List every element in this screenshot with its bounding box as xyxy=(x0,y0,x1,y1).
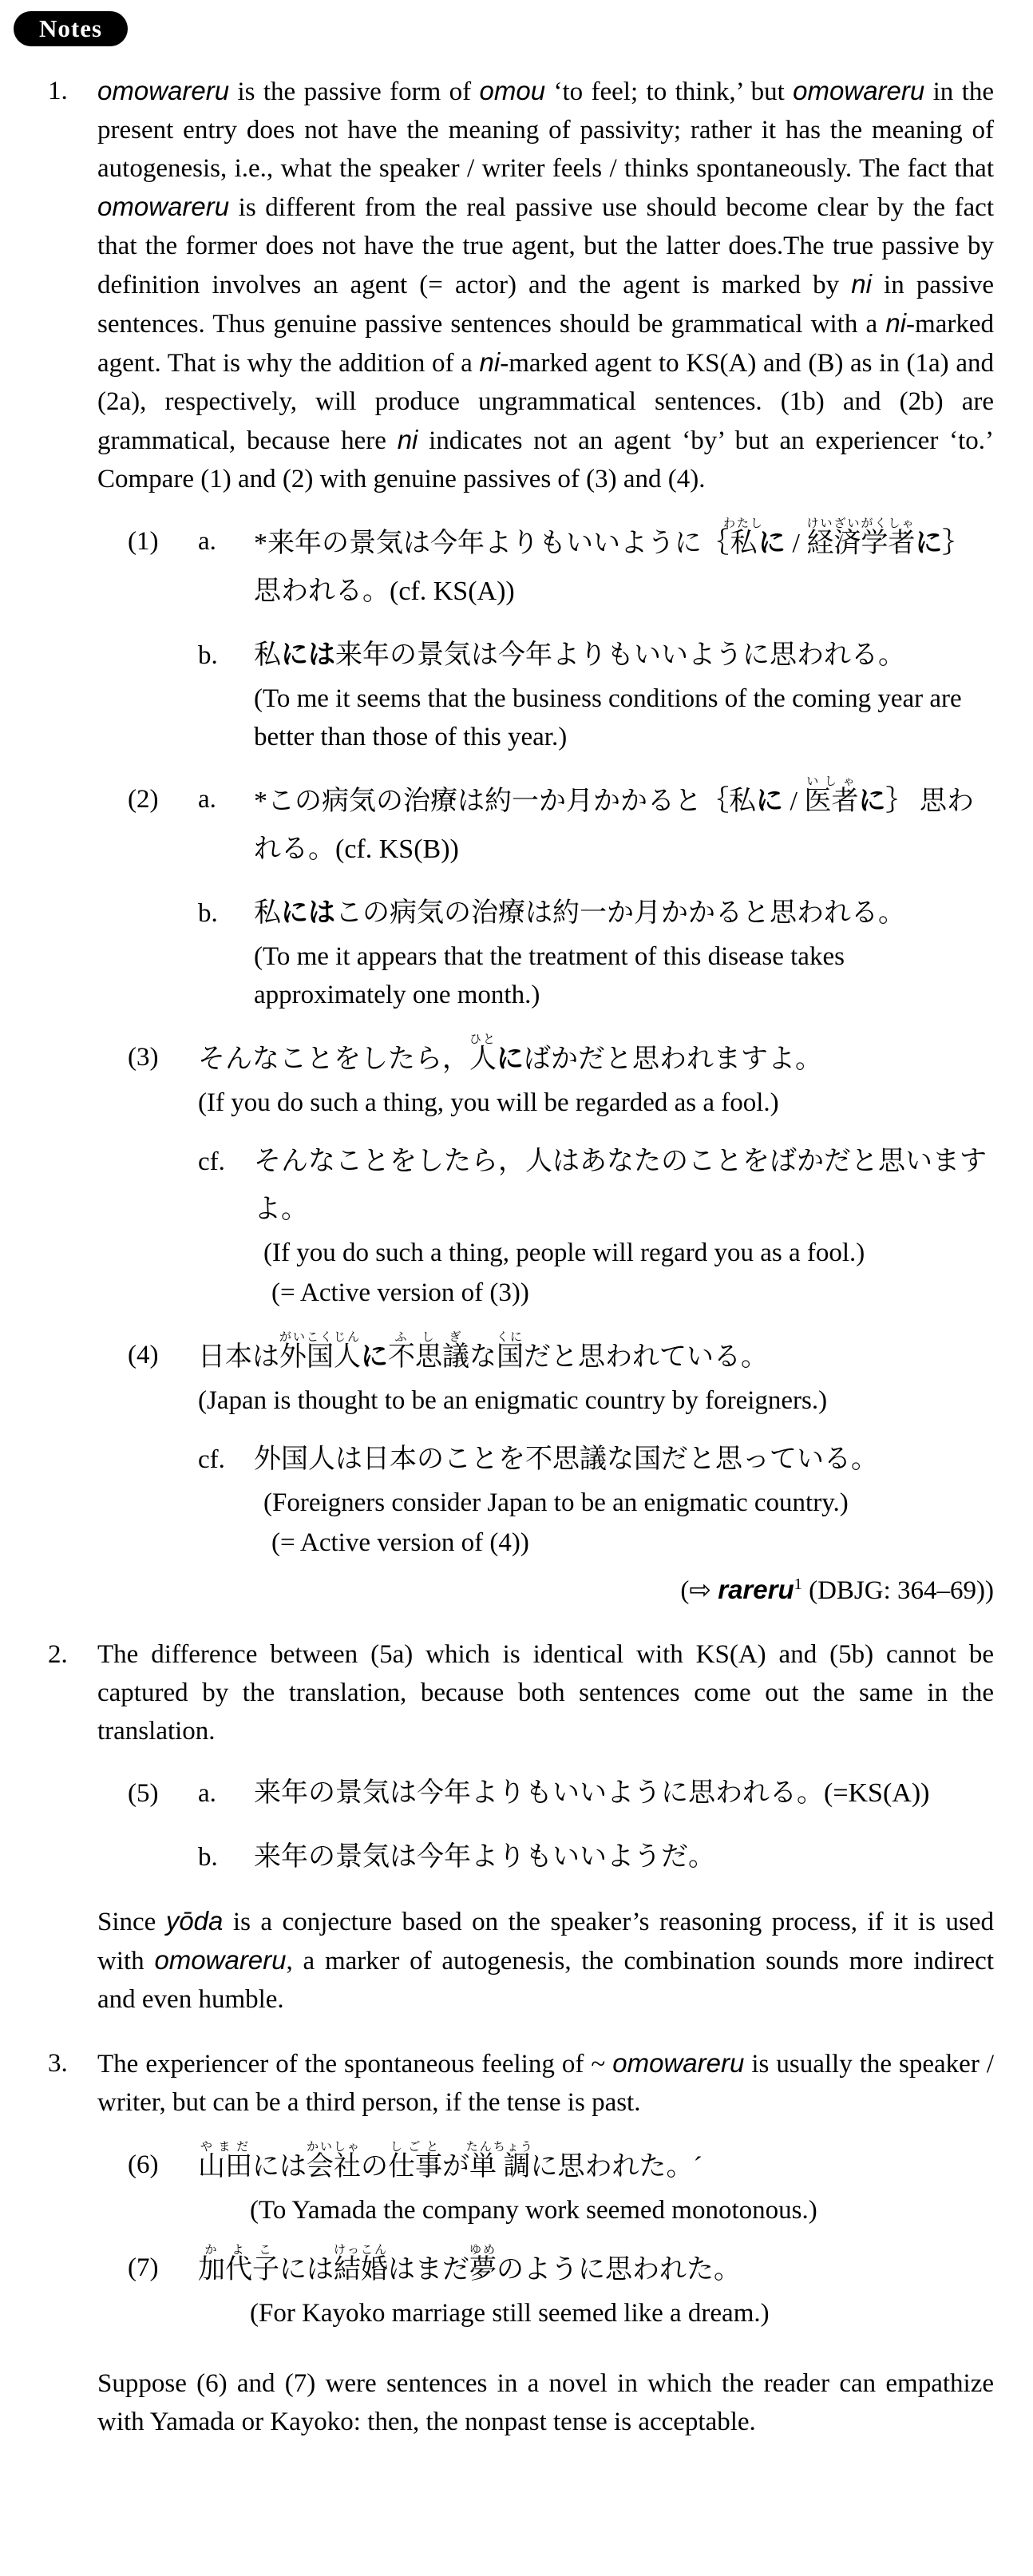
note-item xyxy=(48,72,994,498)
furigana-term: 加代子かよこ xyxy=(198,2244,279,2285)
text-run: が xyxy=(442,2152,470,2182)
example-row xyxy=(198,890,994,1014)
example-text xyxy=(198,2141,994,2229)
furigana-reading: けっこん xyxy=(334,2244,389,2257)
text-run: ｝ 思われる。(cf. KS(B)) xyxy=(254,787,974,864)
romaji-term: omowareru xyxy=(793,76,925,105)
japanese-sentence xyxy=(254,775,994,874)
furigana-term: 山田やまだ xyxy=(198,2141,252,2182)
note-number: 1. xyxy=(48,77,68,105)
japanese-sentence xyxy=(254,1770,994,1817)
japanese-sentence xyxy=(254,517,994,616)
text-run: (To Yamada the company work seemed monotonous.) xyxy=(250,2196,817,2225)
japanese-sentence xyxy=(198,2244,994,2294)
romaji-term: ni xyxy=(885,308,907,338)
furigana-reading: がいこくじん xyxy=(279,1331,362,1344)
example-text xyxy=(198,1331,994,1420)
text-run: is usually the speaker / writer, but can be a third person, if the tense is past. xyxy=(97,2050,995,2117)
japanese-sentence xyxy=(254,1138,994,1234)
text-run: in the present entry does not have the meaning of passivity; rather it has the meaning of autogenesis, i.e., what the speaker / writer feels / thinks spontaneously. The fact that xyxy=(97,77,995,183)
text-run: -marked agent to KS(A) and (B) as in (1a) and (2a), respectively, will produce ungrammatical sentences. (1b) and (2b) are grammatical, because here xyxy=(97,349,994,455)
example-block xyxy=(128,1033,994,1312)
example-row xyxy=(198,1833,994,1881)
text-run: な xyxy=(469,1342,497,1372)
text-run: The experiencer of the spontaneous feeling of ~ xyxy=(97,2050,613,2079)
text-run: (To me it seems that the business conditions of the coming year are better than those of this year.) xyxy=(254,684,962,751)
cf-translation xyxy=(263,1234,994,1272)
furigana-term: 夢ゆめ xyxy=(469,2244,497,2285)
note-item xyxy=(48,2044,994,2122)
text-run: そんなことをしたら， xyxy=(198,1044,469,1074)
text-run: 来年の景気は今年よりもいいように思われる。 xyxy=(335,640,905,670)
note-number: 2. xyxy=(48,1640,68,1669)
romaji-term: ni xyxy=(851,269,872,299)
example-rows xyxy=(198,517,994,756)
text-run: (Japan is thought to be an enigmatic country by foreigners.) xyxy=(198,1386,828,1415)
example-sub-label: a. xyxy=(198,1779,216,1808)
cf-translation xyxy=(263,1484,994,1522)
example-block xyxy=(128,1770,994,1881)
translation xyxy=(198,1381,994,1420)
notes-badge: Notes xyxy=(14,11,128,46)
japanese-sentence xyxy=(254,890,994,937)
example-rows xyxy=(198,2141,994,2229)
text-run: ‘to feel; to think,’ but xyxy=(545,77,794,106)
japanese-sentence xyxy=(254,632,994,680)
translation xyxy=(254,680,994,756)
example-text xyxy=(254,1138,994,1312)
text-run: / xyxy=(786,529,807,558)
example-sub-label: b. xyxy=(198,899,218,928)
example-block xyxy=(128,2244,994,2332)
example-text xyxy=(198,2244,994,2332)
note-text xyxy=(97,1635,994,1750)
example-text xyxy=(254,517,994,616)
furigana-reading: ひと xyxy=(469,1033,497,1046)
example-number: (4) xyxy=(128,1341,159,1369)
text-run: には xyxy=(279,2255,334,2285)
text-run: , a marker of autogenesis, the combination sounds more indirect and even humble. xyxy=(97,1947,994,2014)
example-text xyxy=(198,1033,994,1122)
furigana-term: 単調たんちょう xyxy=(465,2141,534,2182)
text-run: に xyxy=(756,787,783,816)
cross-reference xyxy=(0,1565,994,1610)
example-row xyxy=(198,1033,994,1122)
note-paragraph xyxy=(97,1902,994,2019)
text-run: (DBJG: 364–69)) xyxy=(801,1576,994,1605)
text-run: / xyxy=(783,787,805,816)
text-run: (For Kayoko marriage still seemed like a dream.) xyxy=(250,2299,770,2328)
furigana-reading: たんちょう xyxy=(465,2141,534,2154)
furigana-reading: わたし xyxy=(723,517,765,530)
example-row xyxy=(198,517,994,616)
furigana-term: 仕事しごと xyxy=(388,2141,443,2182)
text-run: には xyxy=(252,2152,307,2182)
furigana-term: 医者いしゃ xyxy=(804,775,859,816)
text-run: (To me it appears that the treatment of this disease takes approximately one month.) xyxy=(254,942,845,1009)
furigana-term: 会社かいしゃ xyxy=(307,2141,362,2182)
example-text xyxy=(254,1833,994,1881)
example-text xyxy=(254,1436,994,1562)
furigana-reading: しごと xyxy=(388,2141,443,2154)
text-run: (Foreigners consider Japan to be an enigmatic country.) xyxy=(263,1488,849,1517)
translation xyxy=(250,2294,994,2332)
text-run: *この病気の治療は約一か月かかると｛私 xyxy=(254,787,756,816)
text-run: Since xyxy=(97,1908,166,1936)
furigana-term: 人ひと xyxy=(469,1033,497,1074)
furigana-reading: けいざいがくしゃ xyxy=(806,517,916,530)
example-block xyxy=(128,775,994,1014)
romaji-term: yōda xyxy=(165,1906,224,1936)
romaji-term: omou xyxy=(479,76,546,105)
example-number: (3) xyxy=(128,1043,159,1072)
furigana-term: 国くに xyxy=(497,1331,524,1372)
romaji-term: omowareru xyxy=(154,1945,287,1975)
example-row xyxy=(198,1331,994,1420)
japanese-sentence xyxy=(254,1436,994,1484)
text-run: に xyxy=(915,529,943,558)
text-run: この病気の治療は約一か月かかると思われる。 xyxy=(335,898,905,928)
romaji-term: omowareru xyxy=(97,192,230,221)
note-item xyxy=(48,1635,994,1750)
text-run: に思われた。´ xyxy=(530,2152,703,2182)
text-run: に xyxy=(858,787,886,816)
furigana-reading: ふしぎ xyxy=(388,1331,469,1344)
furigana-reading: いしゃ xyxy=(804,775,859,788)
furigana-reading: かいしゃ xyxy=(307,2141,362,2154)
text-run: 1 xyxy=(794,1575,802,1593)
furigana-reading: かよこ xyxy=(198,2244,279,2257)
text-run: ｝思われる。(cf. KS(A)) xyxy=(254,529,970,606)
text-run: 来年の景気は今年よりもいいようだ。 xyxy=(254,1842,715,1872)
example-row xyxy=(198,1138,994,1312)
example-text xyxy=(254,890,994,1014)
example-number: (6) xyxy=(128,2150,159,2179)
japanese-sentence xyxy=(254,1833,994,1881)
example-sub-label: a. xyxy=(198,527,216,556)
note-paragraph xyxy=(97,2364,994,2441)
example-sub-label: b. xyxy=(198,1843,218,1872)
text-run: 来年の景気は今年よりもいいように思われる。(=KS(A)) xyxy=(254,1778,930,1808)
example-sub-label: a. xyxy=(198,785,216,814)
text-run: in passive sentences. Thus genuine passive sentences should be grammatical with a xyxy=(97,271,994,339)
example-row xyxy=(198,632,994,756)
romaji-term: ni xyxy=(479,347,501,377)
text-run: には xyxy=(281,640,335,670)
furigana-reading: ゆめ xyxy=(469,2244,497,2257)
romaji-term: omowareru xyxy=(97,76,230,105)
example-text xyxy=(254,632,994,756)
text-run: 外国人は日本のことを不思議な国だと思っている。 xyxy=(254,1445,878,1474)
example-row xyxy=(198,2244,994,2332)
text-run: そんなことをしたら，人はあなたのことをばかだと思いますよ。 xyxy=(254,1147,987,1224)
active-version-note xyxy=(271,1524,994,1562)
text-run: (= Active version of (3)) xyxy=(271,1278,529,1307)
text-run: 私 xyxy=(254,898,281,928)
example-block xyxy=(128,2141,994,2229)
example-rows xyxy=(198,1770,994,1881)
example-rows xyxy=(198,1033,994,1312)
text-run: に xyxy=(497,1044,524,1074)
text-run: indicates not an agent ‘by’ but an experiencer ‘to.’ Compare (1) and (2) with genuine passives of (3) and (4). xyxy=(97,426,994,493)
example-rows xyxy=(198,2244,994,2332)
text-run: (= Active version of (4)) xyxy=(271,1528,529,1557)
romaji-term: omowareru xyxy=(612,2048,745,2078)
text-run: Suppose (6) and (7) were sentences in a novel in which the reader can empathize with Yamada or Kayoko: then, the nonpast tense is acceptable. xyxy=(97,2369,994,2436)
example-row xyxy=(198,1436,994,1562)
text-run: ばかだと思われますよ。 xyxy=(524,1044,822,1074)
text-run: はまだ xyxy=(388,2255,470,2285)
example-number: (1) xyxy=(128,527,159,556)
furigana-reading: やまだ xyxy=(198,2141,252,2154)
japanese-sentence xyxy=(198,1331,994,1381)
example-number: (7) xyxy=(128,2253,159,2282)
text-run: is the passive form of xyxy=(229,77,480,106)
text-run: 日本は xyxy=(198,1342,279,1372)
active-version-note xyxy=(271,1274,994,1312)
japanese-sentence xyxy=(198,1033,994,1084)
furigana-term: 不思議ふしぎ xyxy=(388,1331,470,1372)
example-sub-label: cf. xyxy=(198,1147,225,1176)
example-sub-label: b. xyxy=(198,641,218,670)
romaji-term: ni xyxy=(397,425,418,454)
example-row xyxy=(198,1770,994,1817)
text-run: (⇨ xyxy=(680,1576,718,1605)
note-number: 3. xyxy=(48,2049,68,2078)
text-run: (If you do such a thing, you will be regarded as a fool.) xyxy=(198,1088,779,1117)
furigana-reading: くに xyxy=(497,1331,524,1344)
text-run: *来年の景気は今年よりもいいように｛ xyxy=(254,529,729,558)
example-number: (2) xyxy=(128,785,159,814)
example-row xyxy=(198,775,994,874)
example-text xyxy=(254,1770,994,1817)
text-run: 私 xyxy=(254,640,281,670)
example-row xyxy=(198,2141,994,2229)
text-run: に xyxy=(361,1342,389,1372)
example-block xyxy=(128,517,994,756)
example-rows xyxy=(198,775,994,1014)
text-run: のように思われた。 xyxy=(497,2255,742,2285)
translation xyxy=(250,2191,994,2229)
text-run: is a conjecture based on the speaker’s reasoning process, if it is used with xyxy=(97,1908,994,1976)
furigana-term: 結婚けっこん xyxy=(334,2244,389,2285)
japanese-sentence xyxy=(198,2141,994,2191)
furigana-term: 外国人がいこくじん xyxy=(279,1331,362,1372)
text-run: is different from the real passive use should become clear by the fact that the former does not have the true agent, but the latter does.The true passive by definition involves an agent (= actor) and the agent is marked by xyxy=(97,193,994,299)
example-block xyxy=(128,1331,994,1562)
translation xyxy=(198,1084,994,1122)
example-rows xyxy=(198,1331,994,1562)
text-run: には xyxy=(281,898,335,928)
note-text xyxy=(97,2044,994,2122)
text-run: (If you do such a thing, people will regard you as a fool.) xyxy=(263,1238,865,1267)
furigana-term: 私わたし xyxy=(723,517,765,558)
example-text xyxy=(254,775,994,874)
text-run: だと思われている。 xyxy=(524,1342,769,1372)
text-run: -marked agent. That is why the addition of a xyxy=(97,310,994,378)
example-number: (5) xyxy=(128,1779,159,1808)
text-run: に xyxy=(758,529,786,558)
text-run: The difference between (5a) which is identical with KS(A) and (5b) cannot be captured by the translation, because both sentences come out the same in the translation. xyxy=(97,1640,994,1746)
notes-content xyxy=(0,72,1033,2441)
example-sub-label: cf. xyxy=(198,1445,225,1474)
translation xyxy=(254,937,994,1014)
furigana-term: 経済学者けいざいがくしゃ xyxy=(806,517,916,558)
note-text xyxy=(97,72,994,498)
text-run: の xyxy=(361,2152,389,2182)
romaji-term: rareru xyxy=(718,1575,794,1604)
